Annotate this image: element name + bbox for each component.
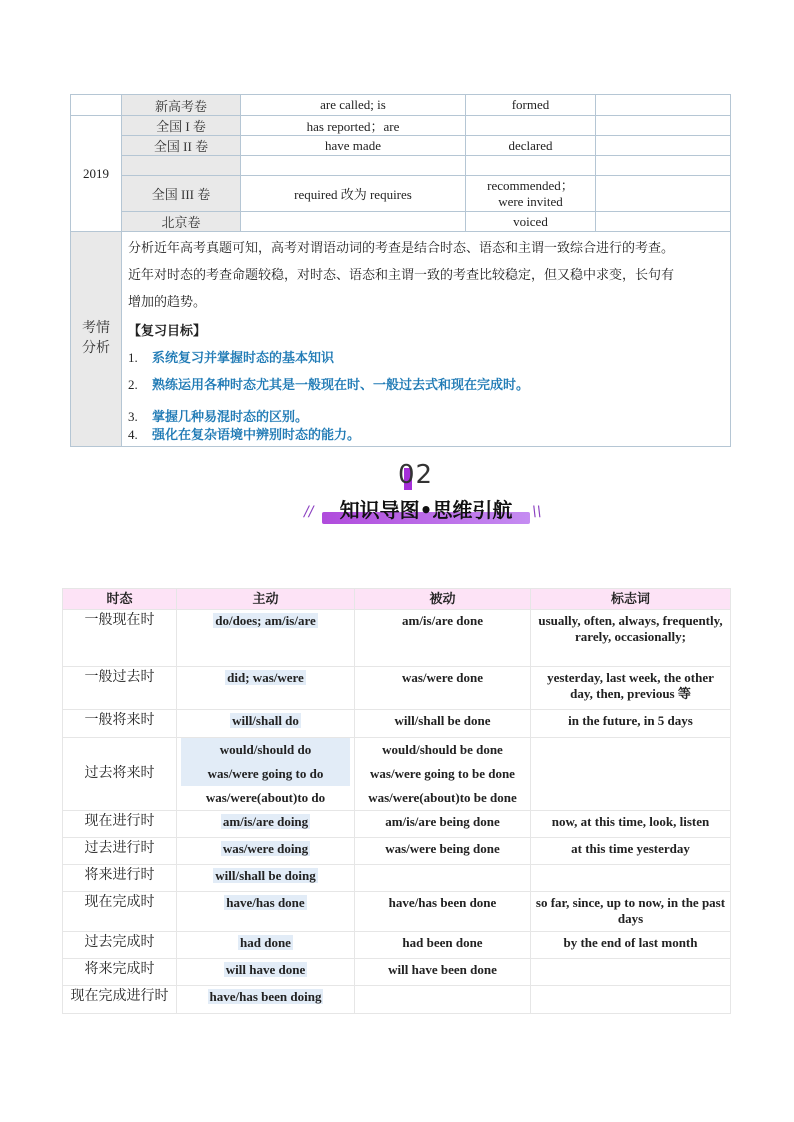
passive-line: recommended； [487,177,574,193]
header-passive: 被动 [355,589,531,610]
goal-item [128,408,724,426]
tense-header-row [63,589,731,610]
paper-cell: 全国 I 卷 [122,116,241,136]
goal-text: 掌握几种易混时态的区别。 [152,409,309,424]
active-form [177,959,355,986]
active-text: had done [240,935,291,950]
header-tense: 时态 [63,589,177,610]
paper-cell: 北京卷 [122,212,241,232]
passive-form [355,738,531,811]
passive-form: will/shall be done [355,710,531,738]
extra-cell [596,212,731,232]
passive-form: have/has been done [355,892,531,932]
passive-line: were invited [498,193,563,209]
active-form [177,667,355,710]
year-cell [71,95,122,116]
active-text: will/shall do [232,713,299,728]
goal-num: 4. [128,427,138,442]
paper-cell: 全国 II 卷 [122,136,241,156]
analysis-label [71,232,122,447]
analysis-label-line: 分析 [82,341,110,356]
signal-words: in the future, in 5 days [531,710,731,738]
exam-row [71,176,731,212]
year-cell: 2019 [71,116,122,232]
tense-name: 过去将来时 [63,738,177,811]
passive-cell: declared [466,136,596,156]
active-form [177,738,355,811]
passive-cell [466,116,596,136]
active-form [177,932,355,959]
goal-item [128,371,724,398]
active-cell: have made [241,136,466,156]
active-text: am/is/are doing [222,814,309,829]
paper-cell: 全国 III 卷 [122,176,241,212]
paper-cell: 新高考卷 [122,95,241,116]
tense-name: 现在进行时 [63,811,177,838]
signal-words: now, at this time, look, listen [531,811,731,838]
active-text: will have done [225,962,306,977]
active-text: have/has been doing [209,989,322,1004]
tense-row [63,811,731,838]
active-cell: are called; is [241,95,466,116]
passive-form: am/is/are being done [355,811,531,838]
passive-cell: formed [466,95,596,116]
exam-row [71,136,731,156]
passive-line: was/were going to be done [370,766,515,781]
goal-item [128,426,724,444]
goal-text: 熟练运用各种时态尤其是一般现在时、一般过去式和现在完成时。 [152,377,530,392]
passive-line: was/were(about)to be done [368,790,517,805]
tense-name: 将来完成时 [63,959,177,986]
tense-name: 过去完成时 [63,932,177,959]
passive-form: am/is/are done [355,610,531,667]
tense-row [63,838,731,865]
tense-row [63,738,731,811]
active-line: would/should do [181,738,350,762]
tense-row [63,610,731,667]
tense-row [63,892,731,932]
active-line: was/were(about)to do [205,790,326,805]
analysis-row [71,232,731,447]
active-stack [181,738,350,810]
signal-words: yesterday, last week, the other day, then, previous 等 [531,667,731,710]
active-form [177,838,355,865]
header-active: 主动 [177,589,355,610]
extra-cell [596,136,731,156]
tense-row [63,865,731,892]
active-cell [241,156,466,176]
passive-stack [359,738,526,810]
signal-words: usually, often, always, frequently, rarely, occasionally; [531,610,731,667]
signal-words [531,959,731,986]
passive-form: was/were done [355,667,531,710]
passive-form [355,865,531,892]
passive-cell: voiced [466,212,596,232]
extra-cell [596,176,731,212]
analysis-content [122,232,731,447]
exam-table [70,94,731,447]
section-number: 02 [398,460,434,490]
tense-name: 一般过去时 [63,667,177,710]
tense-row [63,986,731,1014]
passive-form: was/were being done [355,838,531,865]
active-form [177,865,355,892]
tense-name: 一般将来时 [63,710,177,738]
analysis-text: 近年对时态的考查命题较稳，对时态、语态和主谓一致的考查比较稳定，但又稳中求变，长句有 [128,267,675,282]
active-line: was/were going to do [181,762,350,786]
exam-row [71,95,731,116]
tense-row [63,932,731,959]
exam-row [71,156,731,176]
active-form [177,610,355,667]
extra-cell [596,95,731,116]
goals-title: 【复习目标】 [128,323,207,338]
paper-cell [122,156,241,176]
active-text: did; was/were [227,670,304,685]
goal-text: 强化在复杂语境中辨别时态的能力。 [152,427,361,442]
goal-text: 系统复习并掌握时态的基本知识 [152,350,335,365]
extra-cell [596,156,731,176]
tense-name: 一般现在时 [63,610,177,667]
analysis-label-line: 考情 [82,321,110,336]
header-signal: 标志词 [531,589,731,610]
signal-words: so far, since, up to now, in the past days [531,892,731,932]
passive-line: would/should be done [382,742,503,757]
tense-name: 现在完成时 [63,892,177,932]
exam-row [71,212,731,232]
active-form [177,811,355,838]
active-text: will/shall be doing [215,868,316,883]
tense-table [62,588,731,1014]
signal-words [531,865,731,892]
passive-form: had been done [355,932,531,959]
tense-row [63,667,731,710]
passive-cell [466,176,596,212]
analysis-text: 分析近年高考真题可知，高考对谓语动词的考查是结合时态、语态和主谓一致综合进行的考查。 [128,240,675,255]
section-slash-right: \\ [532,504,542,520]
goal-num: 2. [128,377,138,392]
tense-row [63,959,731,986]
signal-words: by the end of last month [531,932,731,959]
section-slash-left: // [304,504,314,520]
signal-words: at this time yesterday [531,838,731,865]
exam-row [71,116,731,136]
goal-num: 3. [128,409,138,424]
section-title: 知识导图•思维引航 [339,498,513,522]
passive-form [355,986,531,1014]
tense-name: 现在完成进行时 [63,986,177,1014]
active-form [177,986,355,1014]
active-form [177,710,355,738]
passive-form: will have been done [355,959,531,986]
signal-words [531,738,731,811]
tense-row [63,710,731,738]
extra-cell [596,116,731,136]
active-text: do/does; am/is/are [215,613,316,628]
signal-words [531,986,731,1014]
active-text: have/has done [226,895,305,910]
active-cell: has reported；are [241,116,466,136]
tense-name: 过去进行时 [63,838,177,865]
analysis-text: 增加的趋势。 [128,294,207,309]
tense-name: 将来进行时 [63,865,177,892]
active-form [177,892,355,932]
active-cell: required 改为 requires [241,176,466,212]
goal-num: 1. [128,350,138,365]
goal-item [128,344,724,371]
passive-cell [466,156,596,176]
active-text: was/were doing [222,841,309,856]
active-cell [241,212,466,232]
